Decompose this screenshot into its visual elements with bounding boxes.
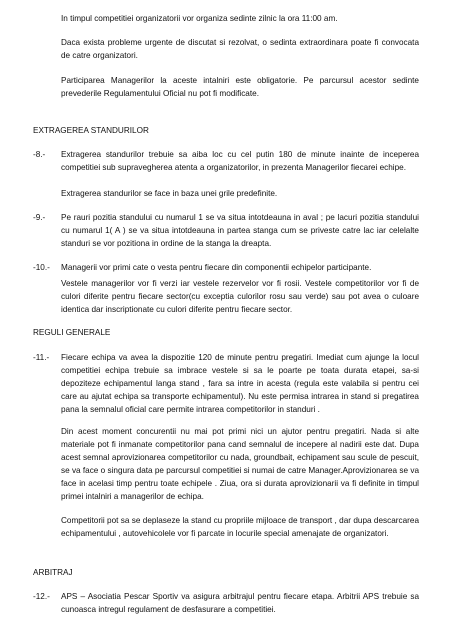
article-11-paragraph-1: Fiecare echipa va avea la dispozitie 120 de minute pentru pregatiri. Imediat cum ajunge la locul competitiei echipa trebuie sa imbrace vestele si sa le poarte pe toata durata etapei, sa-si depoziteze echipamentul langa stand , fara sa intre in acesta (regula este valabila si pentru cei care au ajutat echipa sa transporte echipamentul). Nu este permisa intrarea in stand si pregatirea pana la semnalul oficial care permite intrarea competitorilor in standuri .: [61, 353, 419, 414]
intro-paragraph-3: Participarea Managerilor la aceste intalniri este obligatorie. Pe parcursul acestor sedinte prevederile Regulamentului Oficial nu pot fi modificate.: [61, 76, 419, 98]
article-number-12: -12.-: [33, 592, 50, 601]
article-9-paragraph-1: Pe rauri pozitia standului cu numarul 1 se va situa intotdeauna in aval ; pe lacuri pozitia standului cu numarul 1( A ) se va situa intotdeauna in partea stanga cum se priveste catre lac iar celelalte standuri se vor pozitiona in ordine de la stanga la dreapta.: [61, 213, 419, 248]
article-number-10: -10.-: [33, 263, 50, 272]
article-8-paragraph-2: Extragerea standurilor se face in baza unei grile predefinite.: [61, 189, 278, 198]
intro-paragraph-2: Daca exista probleme urgente de discutat si rezolvat, o sedinta extraordinara poate fi convocata de catre organizatori.: [61, 38, 419, 60]
article-10-paragraph-1: Managerii vor primi cate o vesta pentru fiecare din componentii echipelor participante.: [61, 263, 372, 272]
article-number-11: -11.-: [33, 353, 50, 362]
section-heading-extragerea: EXTRAGEREA STANDURILOR: [33, 126, 149, 135]
article-10-paragraph-2: Vestele managerilor vor fi verzi iar vestele rezervelor vor fi rosii. Vestele competitorilor vor fi de culori diferite pentru fiecare sector(cu exceptia culorilor rosu sau verde) sau pot avea o culoare identica dar inscriptionate cu culori diferite pentru fiecare sector.: [61, 279, 419, 314]
section-heading-reguli-generale: REGULI GENERALE: [33, 328, 111, 337]
section-heading-arbitraj: ARBITRAJ: [33, 568, 73, 577]
intro-paragraph-1: In timpul competitiei organizatorii vor organiza sedinte zilnic la ora 11:00 am.: [61, 14, 338, 23]
article-number-8: -8.-: [33, 150, 46, 159]
article-11-paragraph-2: Din acest moment concurentii nu mai pot primi nici un ajutor pentru pregatiri. Nada si alte materiale pot fi inmanate competitorilor pana cand semnalul de incepere al nadirii este dat. Dupa acest semnal aprovizionarea competitorilor cu nada, groundbait, echipament sau scule de pescuit, se va face o singura data pe parcursul competitiei si numai de catre Manager.Aprovizionarea se va face in acelasi timp pentru toate echipele . Ziua, ora si durata aprovizionarii va fi definite in timpul primei intalniri a managerilor de echipa.: [61, 427, 419, 501]
article-number-9: -9.-: [33, 213, 46, 222]
article-11-paragraph-3: Competitorii pot sa se deplaseze la stand cu propriile mijloace de transport , dar dupa descarcarea echipamentului , autovehicolele vor fi parcate in locurile special amenajate de organizatori.: [61, 516, 419, 538]
article-12-paragraph-1: APS – Asociatia Pescar Sportiv va asigura arbitrajul pentru fiecare etapa. Arbitrii APS trebuie sa cunoasca intregul regulament de desfasurare a competitiei.: [61, 592, 419, 614]
article-8-paragraph-1: Extragerea standurilor trebuie sa aiba loc cu cel putin 180 de minute inainte de inceperea competitiei sub supravegherea atenta a organizatorilor, in prezenta Managerilor fiecarei echipe.: [61, 150, 419, 172]
